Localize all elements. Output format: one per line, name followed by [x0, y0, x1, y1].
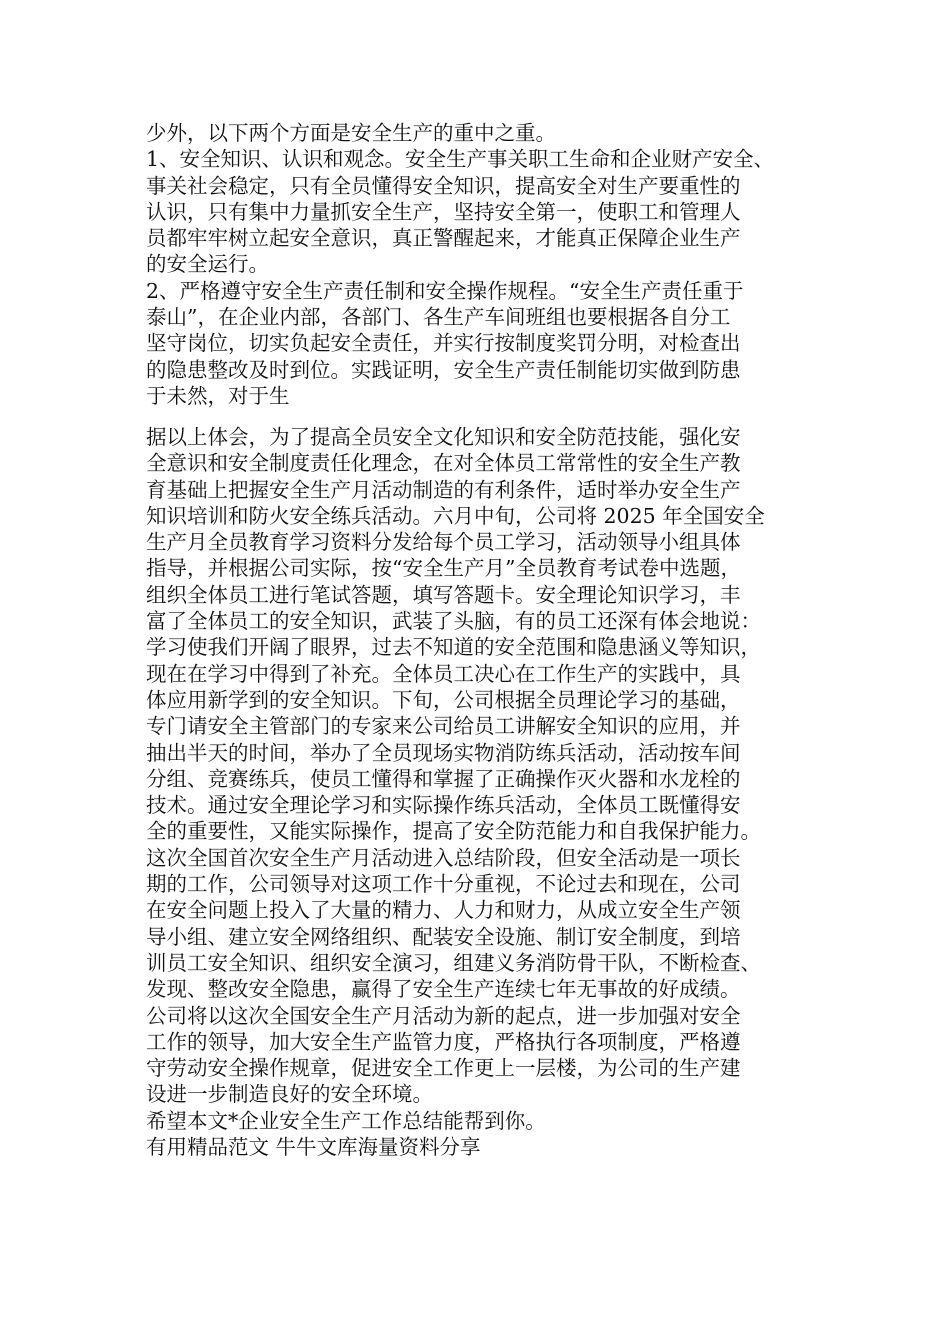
text-line: 全的重要性，又能实际操作，提高了安全防范能力和自我保护能力。	[146, 819, 761, 844]
text-line: 少外，以下两个方面是安全生产的重中之重。	[146, 121, 556, 145]
text-line: 的安全运行。	[146, 252, 269, 277]
text-block-summary	[146, 424, 811, 1160]
text-line: 的隐患整改及时到位。实践证明，安全生产责任制能切实做到防患	[146, 357, 741, 382]
text-line: 抽出半天的时间，举办了全员现场实物消防练兵活动，活动按车间	[146, 740, 741, 765]
text-line: 指导，并根据公司实际，按“安全生产月”全员教育考试卷中选题，	[146, 556, 741, 581]
text-line: 生产月全员教育学习资料分发给每个员工学习，活动领导小组具体	[146, 530, 741, 555]
text-line: 于未然，对于生	[146, 383, 290, 408]
text-line: 在安全问题上投入了大量的精力、人力和财力，从成立安全生产领	[146, 898, 741, 923]
text-line: 员都牢牢树立起安全意识，真正警醒起来，才能真正保障企业生产	[146, 226, 741, 251]
text-line: 有用精品范文 牛牛文库海量资料分享	[146, 1135, 481, 1160]
text-line: 公司将以这次全国安全生产月活动为新的起点，进一步加强对安全	[146, 1003, 741, 1028]
text-line: 学习使我们开阔了眼界，过去不知道的安全范围和隐患涵义等知识，	[146, 635, 761, 660]
text-line: 据以上体会，为了提高全员安全文化知识和安全防范技能，强化安	[146, 425, 741, 449]
text-line: 育基础上把握安全生产月活动制造的有利条件，适时举办安全生产	[146, 477, 741, 502]
text-line: 导小组、建立安全网络组织、配装安全设施、制订安全制度，到培	[146, 924, 741, 949]
text-line: 守劳动安全操作规章，促进安全工作更上一层楼，为公司的生产建	[146, 1056, 741, 1081]
text-line: 设进一步制造良好的安全环境。	[146, 1082, 433, 1107]
text-line: 训员工安全知识、组织安全演习，组建义务消防骨干队，不断检查、	[146, 950, 761, 975]
text-line: 专门请安全主管部门的专家来公司给员工讲解安全知识的应用，并	[146, 714, 741, 739]
text-line: 认识，只有集中力量抓安全生产，坚持安全第一，使职工和管理人	[146, 199, 741, 224]
text-line: 期的工作，公司领导对这项工作十分重视，不论过去和现在，公司	[146, 872, 741, 897]
text-block-intro	[146, 120, 811, 409]
text-line: 发现、整改安全隐患，赢得了安全生产连续七年无事故的好成绩。	[146, 977, 741, 1002]
text-line: 富了全体员工的安全知识，武装了头脑，有的员工还深有体会地说：	[146, 609, 761, 634]
text-line: 泰山”，在企业内部，各部门、各生产车间班组也要根据各自分工	[146, 305, 731, 330]
text-line: 工作的领导，加大安全生产监管力度，严格执行各项制度，严格遵	[146, 1029, 741, 1054]
text-line: 事关社会稳定，只有全员懂得安全知识，提高安全对生产要重性的	[146, 173, 741, 198]
text-line: 全意识和安全制度责任化理念，在对全体员工常常性的安全生产教	[146, 451, 741, 476]
text-line: 希望本文*企业安全生产工作总结能帮到你。	[146, 1108, 546, 1133]
text-line: 技术。通过安全理论学习和实际操作练兵活动，全体员工既懂得安	[146, 793, 741, 818]
text-line: 坚守岗位，切实负起安全责任，并实行按制度奖罚分明，对检查出	[146, 331, 741, 356]
text-line: 体应用新学到的安全知识。下旬，公司根据全员理论学习的基础，	[146, 687, 741, 712]
text-line: 2、严格遵守安全生产责任制和安全操作规程。“安全生产责任重于	[146, 278, 744, 303]
text-line: 组织全体员工进行笔试答题，填写答题卡。安全理论知识学习，丰	[146, 582, 741, 607]
text-line: 分组、竞赛练兵，使员工懂得和掌握了正确操作灭火器和水龙栓的	[146, 766, 741, 791]
text-line: 这次全国首次安全生产月活动进入总结阶段，但安全活动是一项长	[146, 845, 741, 870]
text-line: 知识培训和防火安全练兵活动。六月中旬，公司将 2025 年全国安全	[146, 503, 765, 528]
text-line: 现在在学习中得到了补充。全体员工决心在工作生产的实践中，具	[146, 661, 741, 686]
text-line: 1、安全知识、认识和观念。安全生产事关职工生命和企业财产安全、	[146, 147, 775, 172]
